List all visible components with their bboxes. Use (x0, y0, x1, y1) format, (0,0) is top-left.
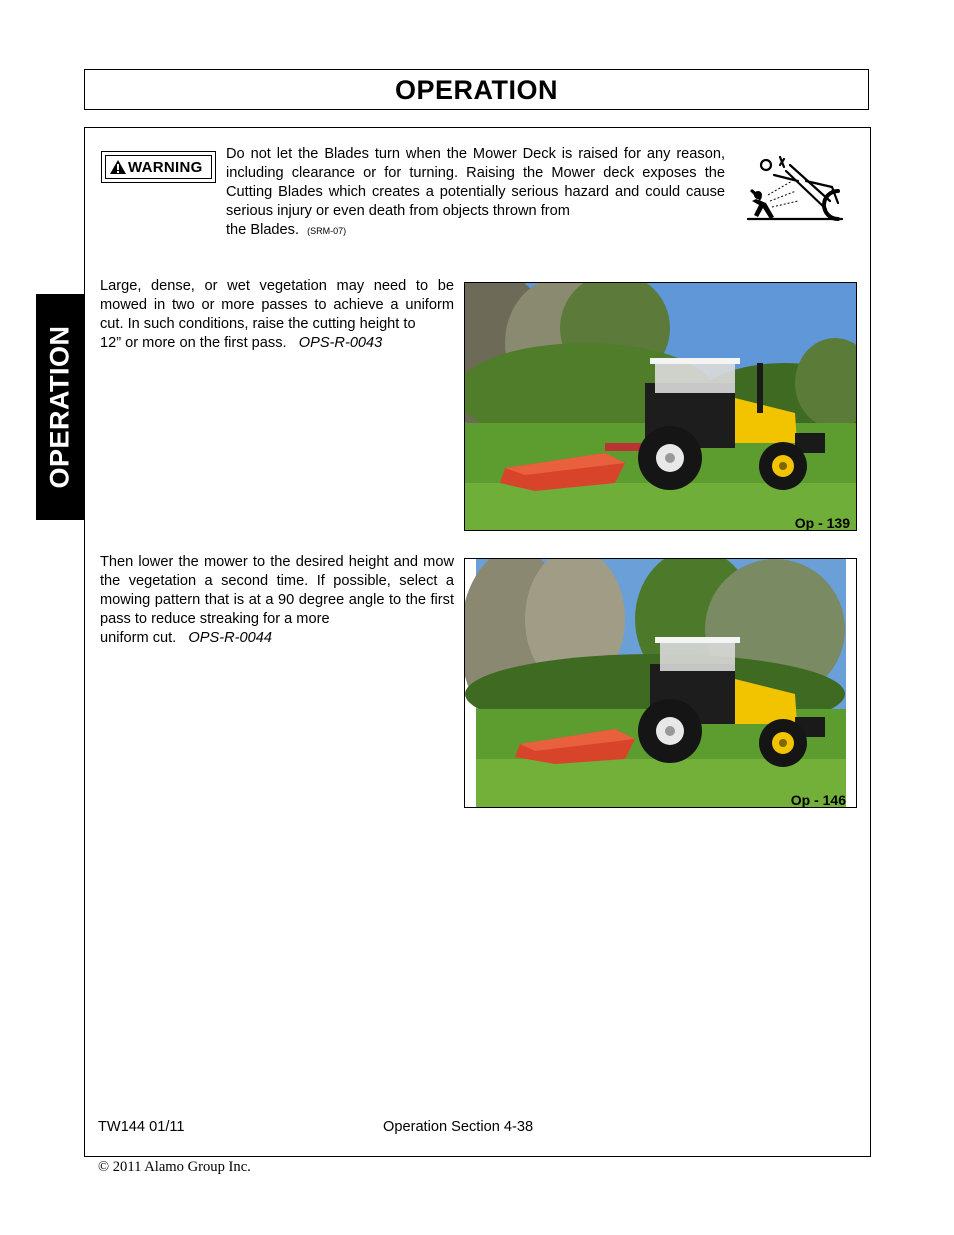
warning-label: WARNING (128, 158, 203, 176)
footer-model: TW144 01/11 (98, 1119, 185, 1135)
copyright: © 2011 Alamo Group Inc. (98, 1159, 251, 1175)
warning-triangle-icon (109, 159, 127, 175)
paragraph-second-pass (100, 553, 454, 648)
paragraph2-body: Then lower the mower to the desired height and mow the vegetation a second time. If possible, select a mowing pattern that is at a 90 degree angle to the first pass to reduce streaking for a more (100, 554, 454, 627)
paragraph1-body-end: 12” or more on the first pass. (100, 335, 287, 351)
page-title: OPERATION (394, 75, 558, 105)
tractor-mowing-photo-2 (464, 558, 857, 808)
page-header (84, 69, 869, 110)
warning-body-end: the Blades. (226, 222, 300, 238)
paragraph-multiple-passes (100, 277, 454, 353)
photo1-caption: Op - 139 (794, 515, 850, 531)
paragraph1-code: OPS-R-0043 (298, 335, 383, 351)
warning-text (226, 145, 725, 241)
side-section-tab (36, 294, 84, 520)
thrown-object-hazard-icon (746, 151, 844, 223)
warning-body: Do not let the Blades turn when the Mower Deck is raised for any reason, including clearance or for turning. Raising the Mower deck exposes the Cutting Blades which creates a potentially serious hazard and could cause serious injury or even death from objects thrown from (226, 146, 725, 219)
paragraph2-body-end: uniform cut. (100, 630, 177, 646)
warning-code: (SRM-07) (307, 226, 347, 236)
paragraph2-code: OPS-R-0044 (188, 630, 272, 646)
footer-section: Operation Section 4-38 (383, 1119, 534, 1135)
warning-badge (101, 151, 216, 183)
paragraph1-body: Large, dense, or wet vegetation may need to be mowed in two or more passes to achieve a uniform cut. In such conditions, raise the cutting height to (100, 278, 454, 332)
side-tab-label: OPERATION (44, 325, 75, 489)
tractor-mowing-photo-1 (464, 282, 857, 531)
photo2-caption: Op - 146 (790, 792, 846, 808)
